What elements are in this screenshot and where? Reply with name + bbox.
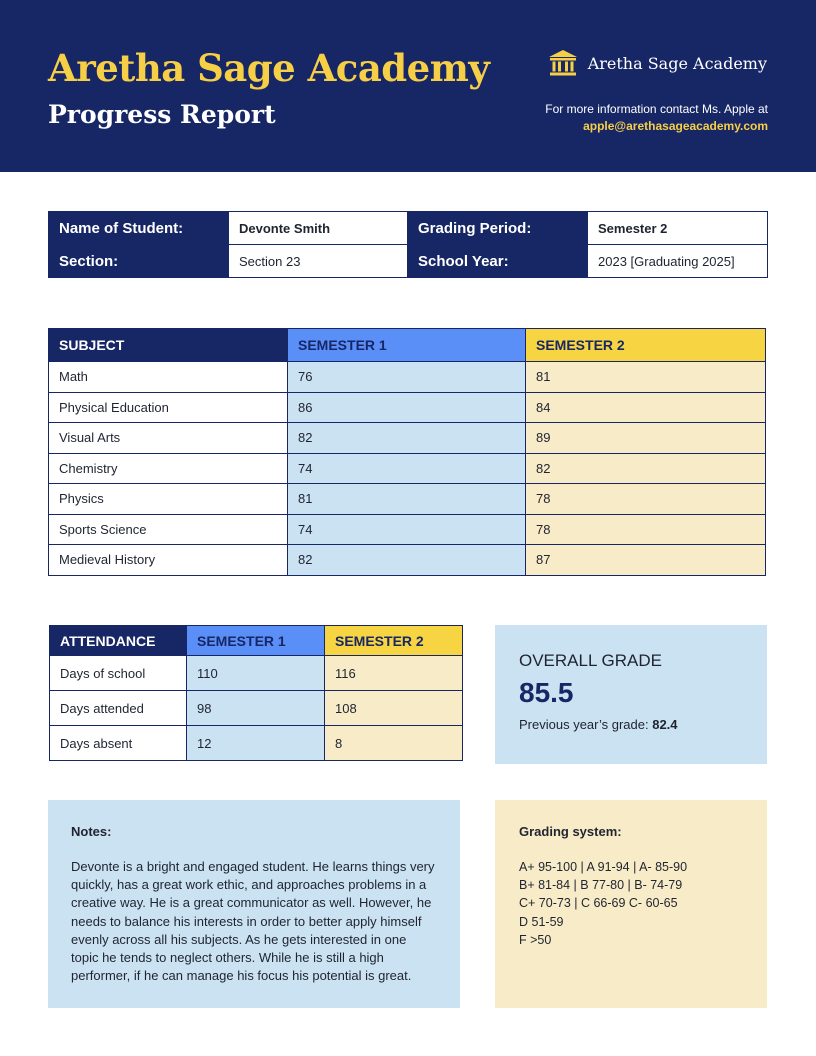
semester-2-value: 116 [325,656,463,691]
grading-scale-line: B+ 81-84 | B 77-80 | B- 74-79 [519,878,683,893]
attendance-label: Days absent [50,726,187,761]
section-value: Section 23 [229,245,408,278]
semester-1-grade: 81 [288,484,526,515]
semester-1-grade: 82 [288,545,526,576]
previous-grade [519,717,743,732]
table-row [50,726,463,761]
grades-table [48,328,766,576]
student-info-table [48,211,768,278]
contact-email-link[interactable]: apple@arethasageacademy.com [583,119,768,133]
semester-2-grade: 84 [526,392,766,423]
grading-scale-line: F >50 [519,932,552,947]
brand-logo [548,49,767,77]
grading-system-box [495,800,767,1008]
semester-1-value: 110 [187,656,325,691]
school-year-value: 2023 [Graduating 2025] [588,245,768,278]
student-name-value: Devonte Smith [229,212,408,245]
table-row [49,423,766,454]
report-subtitle: Progress Report [48,100,276,129]
grading-period-value: Semester 2 [588,212,768,245]
semester-2-value: 8 [325,726,463,761]
table-row [49,514,766,545]
grades-header-row [49,329,766,362]
semester-1-value: 12 [187,726,325,761]
previous-grade-value: 82.4 [652,717,678,732]
semester-2-column-header: SEMESTER 2 [325,626,463,656]
contact-info [545,101,768,135]
contact-text: For more information contact Ms. Apple at [545,102,768,116]
grading-system-title: Grading system: [519,824,622,839]
school-title: Aretha Sage Academy [48,46,490,90]
table-row [49,392,766,423]
semester-2-value: 108 [325,691,463,726]
semester-1-grade: 76 [288,362,526,393]
overall-grade-card [495,625,767,764]
school-building-icon [548,49,578,77]
attendance-header-row [50,626,463,656]
semester-2-grade: 78 [526,484,766,515]
semester-1-grade: 82 [288,423,526,454]
table-row [49,545,766,576]
notes-text: Devonte is a bright and engaged student. He learns things very quickly, has a great work ethic, and approaches problems in a creative way. He is a great communicator as well. However, he needs to balance his interests in order to better apply himself evenly across all his subjects. As he gets interested in one topic he tends to neglect others. While he is still a high performer, if he can manage his focus his potential is great. [71,859,435,984]
semester-1-value: 98 [187,691,325,726]
subject-column-header: SUBJECT [49,329,288,362]
grading-period-label: Grading Period: [408,212,588,245]
section-label: Section: [49,245,229,278]
table-row [49,362,766,393]
table-row [50,656,463,691]
notes-box [48,800,460,1008]
semester-1-grade: 86 [288,392,526,423]
subject-cell: Physical Education [49,392,288,423]
brand-name: Aretha Sage Academy [587,53,767,73]
attendance-label: Days attended [50,691,187,726]
semester-2-grade: 87 [526,545,766,576]
overall-grade-value: 85.5 [519,677,574,708]
notes-title: Notes: [71,824,112,839]
student-name-label: Name of Student: [49,212,229,245]
grading-scale-line: A+ 95-100 | A 91-94 | A- 85-90 [519,860,688,874]
semester-1-column-header: SEMESTER 1 [187,626,325,656]
table-row [49,484,766,515]
table-row [50,691,463,726]
previous-grade-label: Previous year’s grade: [519,717,649,732]
attendance-column-header: ATTENDANCE [50,626,187,656]
semester-2-grade: 78 [526,514,766,545]
subject-cell: Chemistry [49,453,288,484]
subject-cell: Medieval History [49,545,288,576]
semester-2-grade: 82 [526,453,766,484]
table-row [49,453,766,484]
overall-grade-label: OVERALL GRADE [519,651,662,670]
subject-cell: Visual Arts [49,423,288,454]
semester-2-grade: 81 [526,362,766,393]
semester-2-column-header: SEMESTER 2 [526,329,766,362]
table-row [49,212,768,245]
semester-2-grade: 89 [526,423,766,454]
grading-scale-line: D 51-59 [519,914,564,929]
school-year-label: School Year: [408,245,588,278]
semester-1-grade: 74 [288,514,526,545]
semester-1-column-header: SEMESTER 1 [288,329,526,362]
subject-cell: Sports Science [49,514,288,545]
subject-cell: Math [49,362,288,393]
subject-cell: Physics [49,484,288,515]
table-row [49,245,768,278]
report-header [0,0,816,172]
grading-scale-list [519,858,743,949]
semester-1-grade: 74 [288,453,526,484]
grading-scale-line: C+ 70-73 | C 66-69 C- 60-65 [519,896,678,911]
attendance-label: Days of school [50,656,187,691]
attendance-table [49,625,463,761]
